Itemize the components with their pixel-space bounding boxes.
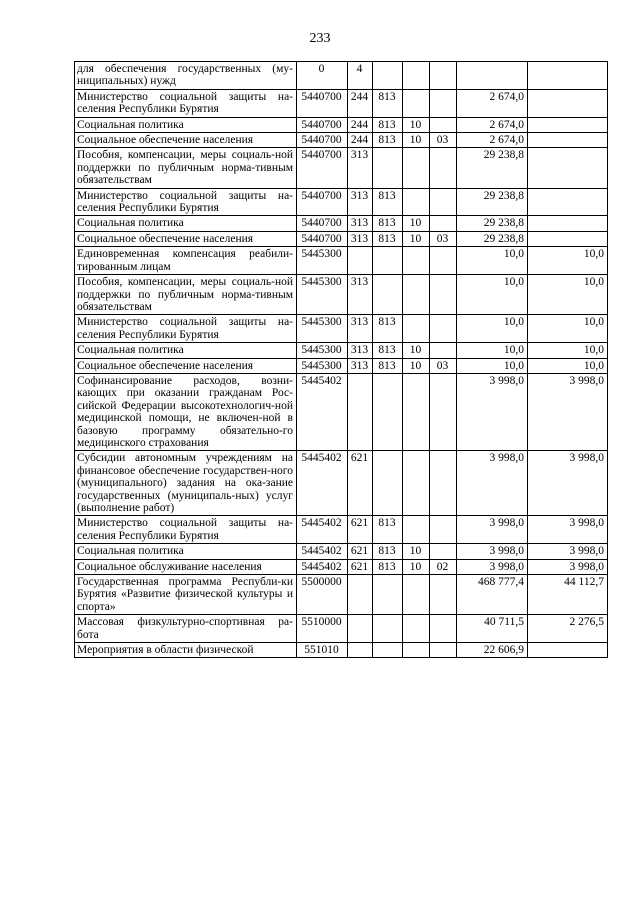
table-row (75, 451, 608, 516)
row-name-cell: Социальное обеспечение населения (75, 231, 297, 246)
section-cell (403, 148, 430, 188)
target-code-cell: 5445300 (297, 343, 348, 358)
target-code-cell: 0 (297, 62, 348, 90)
ministry-code-cell: 813 (373, 544, 403, 559)
section-cell (403, 575, 430, 615)
expense-type-cell: 313 (348, 216, 373, 231)
amount-total-cell: 40 711,5 (457, 615, 528, 643)
row-name-cell: Массовая физкультурно-спортивная ра-бота (75, 615, 297, 643)
row-name-cell: Министерство социальной защиты на-селения Республики Бурятия (75, 188, 297, 216)
subsection-cell: 03 (430, 133, 457, 148)
subsection-cell (430, 247, 457, 275)
subsection-cell (430, 575, 457, 615)
table-row (75, 62, 608, 90)
target-code-cell: 5440700 (297, 231, 348, 246)
expense-type-cell: 313 (348, 148, 373, 188)
target-code-cell: 5445300 (297, 247, 348, 275)
section-cell (403, 188, 430, 216)
amount-total-cell: 10,0 (457, 343, 528, 358)
section-cell: 10 (403, 231, 430, 246)
amount-federal-cell: 10,0 (528, 358, 608, 373)
table-row (75, 544, 608, 559)
section-cell: 10 (403, 343, 430, 358)
section-cell (403, 615, 430, 643)
table-row (75, 358, 608, 373)
amount-total-cell: 29 238,8 (457, 148, 528, 188)
subsection-cell (430, 148, 457, 188)
table-row (75, 247, 608, 275)
row-name-cell: Социальное обеспечение населения (75, 133, 297, 148)
table-row (75, 516, 608, 544)
row-name-cell: Государственная программа Республи-ки Бурятия «Развитие физической культуры и спорта» (75, 575, 297, 615)
expense-type-cell (348, 575, 373, 615)
expense-type-cell: 244 (348, 133, 373, 148)
amount-federal-cell (528, 643, 608, 658)
table-row (75, 559, 608, 574)
amount-federal-cell: 10,0 (528, 315, 608, 343)
section-cell: 10 (403, 544, 430, 559)
amount-federal-cell: 44 112,7 (528, 575, 608, 615)
target-code-cell: 5510000 (297, 615, 348, 643)
table-row (75, 89, 608, 117)
table-row (75, 343, 608, 358)
subsection-cell (430, 343, 457, 358)
section-cell (403, 643, 430, 658)
row-name-cell: Социальная политика (75, 117, 297, 132)
subsection-cell (430, 451, 457, 516)
budget-table-body (75, 62, 608, 658)
subsection-cell (430, 62, 457, 90)
page-number: 233 (309, 31, 331, 46)
subsection-cell (430, 643, 457, 658)
amount-total-cell: 468 777,4 (457, 575, 528, 615)
amount-federal-cell (528, 133, 608, 148)
row-name-cell: Пособия, компенсации, меры социаль-ной поддержки по публичным норма-тивным обязательствам (75, 148, 297, 188)
subsection-cell (430, 516, 457, 544)
amount-federal-cell: 3 998,0 (528, 559, 608, 574)
amount-federal-cell: 3 998,0 (528, 373, 608, 450)
table-row (75, 148, 608, 188)
amount-total-cell: 10,0 (457, 275, 528, 315)
amount-total-cell (457, 62, 528, 90)
ministry-code-cell: 813 (373, 216, 403, 231)
target-code-cell: 5445402 (297, 451, 348, 516)
subsection-cell (430, 117, 457, 132)
amount-total-cell: 29 238,8 (457, 188, 528, 216)
row-name-cell: Пособия, компенсации, меры социаль-ной поддержки по публичным норма-тивным обязательствам (75, 275, 297, 315)
subsection-cell (430, 544, 457, 559)
row-name-cell: Мероприятия в области физической (75, 643, 297, 658)
subsection-cell (430, 315, 457, 343)
target-code-cell: 5440700 (297, 133, 348, 148)
amount-federal-cell (528, 148, 608, 188)
amount-total-cell: 2 674,0 (457, 117, 528, 132)
section-cell (403, 516, 430, 544)
table-row (75, 133, 608, 148)
expense-type-cell: 313 (348, 343, 373, 358)
subsection-cell: 03 (430, 231, 457, 246)
table-row (75, 231, 608, 246)
expense-type-cell: 621 (348, 544, 373, 559)
subsection-cell: 02 (430, 559, 457, 574)
target-code-cell: 5440700 (297, 117, 348, 132)
amount-federal-cell: 10,0 (528, 247, 608, 275)
subsection-cell (430, 275, 457, 315)
table-row (75, 315, 608, 343)
expense-type-cell: 313 (348, 275, 373, 315)
row-name-cell: Единовременная компенсация реабили-тированным лицам (75, 247, 297, 275)
budget-table (74, 61, 608, 658)
amount-total-cell: 10,0 (457, 315, 528, 343)
section-cell (403, 373, 430, 450)
amount-federal-cell: 3 998,0 (528, 544, 608, 559)
expense-type-cell: 621 (348, 559, 373, 574)
expense-type-cell: 244 (348, 89, 373, 117)
amount-total-cell: 2 674,0 (457, 89, 528, 117)
section-cell: 10 (403, 133, 430, 148)
table-row (75, 117, 608, 132)
amount-total-cell: 29 238,8 (457, 231, 528, 246)
ministry-code-cell: 813 (373, 89, 403, 117)
ministry-code-cell: 813 (373, 133, 403, 148)
table-row (75, 275, 608, 315)
expense-type-cell: 4 (348, 62, 373, 90)
row-name-cell: Министерство социальной защиты на-селения Республики Бурятия (75, 516, 297, 544)
row-name-cell: Софинансирование расходов, возни-кающих при оказании гражданам Рос-сийской Федерации высокотехнологич-ной медицинской помощи, не включен-ной в базовую программу обязательно-го медицинского страхования (75, 373, 297, 450)
target-code-cell: 5440700 (297, 148, 348, 188)
amount-federal-cell: 3 998,0 (528, 451, 608, 516)
amount-total-cell: 2 674,0 (457, 133, 528, 148)
expense-type-cell: 313 (348, 231, 373, 246)
ministry-code-cell: 813 (373, 315, 403, 343)
amount-federal-cell (528, 62, 608, 90)
section-cell: 10 (403, 559, 430, 574)
expense-type-cell: 313 (348, 315, 373, 343)
amount-federal-cell (528, 117, 608, 132)
target-code-cell: 5500000 (297, 575, 348, 615)
amount-total-cell: 22 606,9 (457, 643, 528, 658)
subsection-cell (430, 615, 457, 643)
ministry-code-cell: 813 (373, 231, 403, 246)
section-cell (403, 315, 430, 343)
amount-total-cell: 10,0 (457, 358, 528, 373)
expense-type-cell (348, 643, 373, 658)
ministry-code-cell: 813 (373, 188, 403, 216)
table-row (75, 643, 608, 658)
section-cell (403, 89, 430, 117)
amount-total-cell: 3 998,0 (457, 451, 528, 516)
expense-type-cell: 313 (348, 358, 373, 373)
amount-total-cell: 3 998,0 (457, 559, 528, 574)
ministry-code-cell (373, 62, 403, 90)
expense-type-cell (348, 615, 373, 643)
amount-federal-cell (528, 188, 608, 216)
amount-total-cell: 29 238,8 (457, 216, 528, 231)
ministry-code-cell (373, 247, 403, 275)
subsection-cell: 03 (430, 358, 457, 373)
table-row (75, 216, 608, 231)
target-code-cell: 5445300 (297, 275, 348, 315)
subsection-cell (430, 373, 457, 450)
amount-total-cell: 3 998,0 (457, 373, 528, 450)
row-name-cell: для обеспечения государственных (му-ниципальных) нужд (75, 62, 297, 90)
ministry-code-cell: 813 (373, 516, 403, 544)
expense-type-cell (348, 373, 373, 450)
ministry-code-cell: 813 (373, 343, 403, 358)
ministry-code-cell (373, 148, 403, 188)
row-name-cell: Социальное обслуживание населения (75, 559, 297, 574)
expense-type-cell: 621 (348, 451, 373, 516)
target-code-cell: 5445402 (297, 516, 348, 544)
amount-federal-cell: 10,0 (528, 275, 608, 315)
expense-type-cell: 244 (348, 117, 373, 132)
section-cell (403, 275, 430, 315)
section-cell: 10 (403, 358, 430, 373)
table-row (75, 373, 608, 450)
subsection-cell (430, 188, 457, 216)
table-row (75, 188, 608, 216)
section-cell: 10 (403, 117, 430, 132)
row-name-cell: Социальная политика (75, 216, 297, 231)
amount-federal-cell (528, 89, 608, 117)
amount-federal-cell: 2 276,5 (528, 615, 608, 643)
section-cell (403, 451, 430, 516)
section-cell (403, 62, 430, 90)
target-code-cell: 5445300 (297, 358, 348, 373)
subsection-cell (430, 89, 457, 117)
target-code-cell: 5440700 (297, 188, 348, 216)
ministry-code-cell: 813 (373, 559, 403, 574)
amount-total-cell: 3 998,0 (457, 544, 528, 559)
target-code-cell: 5445402 (297, 373, 348, 450)
target-code-cell: 5445300 (297, 315, 348, 343)
expense-type-cell: 621 (348, 516, 373, 544)
target-code-cell: 5445402 (297, 559, 348, 574)
ministry-code-cell: 813 (373, 117, 403, 132)
row-name-cell: Социальная политика (75, 343, 297, 358)
section-cell: 10 (403, 216, 430, 231)
row-name-cell: Министерство социальной защиты на-селения Республики Бурятия (75, 315, 297, 343)
target-code-cell: 551010 (297, 643, 348, 658)
amount-federal-cell (528, 231, 608, 246)
target-code-cell: 5440700 (297, 89, 348, 117)
amount-federal-cell: 10,0 (528, 343, 608, 358)
subsection-cell (430, 216, 457, 231)
target-code-cell: 5445402 (297, 544, 348, 559)
ministry-code-cell (373, 575, 403, 615)
ministry-code-cell (373, 275, 403, 315)
ministry-code-cell (373, 451, 403, 516)
row-name-cell: Субсидии автономным учреждениям на финансовое обеспечение государствен-ного (муниципального) задания на ока-зание государственных (муниципаль-ных) услуг (выполнение работ) (75, 451, 297, 516)
amount-federal-cell: 3 998,0 (528, 516, 608, 544)
ministry-code-cell (373, 615, 403, 643)
amount-total-cell: 3 998,0 (457, 516, 528, 544)
table-row (75, 615, 608, 643)
row-name-cell: Социальная политика (75, 544, 297, 559)
target-code-cell: 5440700 (297, 216, 348, 231)
row-name-cell: Министерство социальной защиты на-селения Республики Бурятия (75, 89, 297, 117)
amount-federal-cell (528, 216, 608, 231)
ministry-code-cell (373, 643, 403, 658)
ministry-code-cell (373, 373, 403, 450)
table-row (75, 575, 608, 615)
ministry-code-cell: 813 (373, 358, 403, 373)
row-name-cell: Социальное обеспечение населения (75, 358, 297, 373)
section-cell (403, 247, 430, 275)
expense-type-cell: 313 (348, 188, 373, 216)
amount-total-cell: 10,0 (457, 247, 528, 275)
expense-type-cell (348, 247, 373, 275)
